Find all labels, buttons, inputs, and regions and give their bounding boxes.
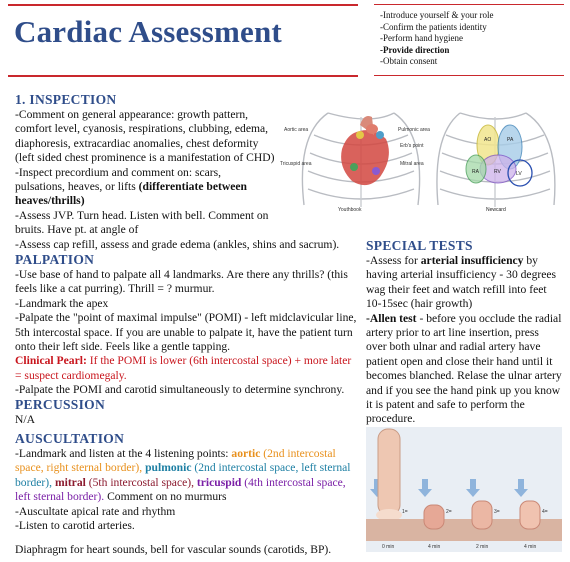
mark-ra: RA bbox=[472, 169, 479, 175]
inspection-emphasis: heaves/thrills) bbox=[15, 194, 85, 208]
percussion-text: N/A bbox=[15, 413, 35, 426]
inspection-line: -Assess JVP. Turn head. Listen with bell. Comment on bbox=[15, 208, 269, 222]
special-tests-line: having arterial insufficiency - 30 degrees bbox=[366, 268, 557, 282]
step-label: 2= bbox=[446, 509, 452, 515]
label-tricuspid-area: Tricuspid area bbox=[280, 161, 312, 167]
allen-test-text: - before you occlude the radial bbox=[416, 311, 562, 325]
aortic-point: aortic bbox=[231, 447, 261, 460]
intro-top-rule bbox=[374, 4, 564, 5]
inspection-line: -Assess cap refill, assess and grade edema (ankles, shins and sacrum). bbox=[15, 237, 340, 251]
aortic-desc: (2nd intercostal bbox=[260, 447, 336, 460]
time-label: 2 min bbox=[476, 544, 489, 550]
palpation-line: onto their left side. Feels like a gentle tapping. bbox=[15, 340, 231, 354]
auscultation-line bbox=[15, 476, 360, 490]
time-label: 0 min bbox=[382, 544, 395, 550]
label-erbs-point: Erb's point bbox=[400, 143, 424, 149]
intro-step: -Obtain consent bbox=[380, 56, 438, 67]
tricuspid-point: tricuspid bbox=[196, 475, 242, 489]
heart-illustration bbox=[341, 116, 389, 185]
mark-pa: PA bbox=[507, 137, 514, 143]
tricuspid-desc: (4th intercostal space, bbox=[241, 475, 346, 489]
percussion-heading: PERCUSSION bbox=[15, 397, 106, 412]
intro-steps bbox=[380, 10, 493, 68]
capillary-refill-figure bbox=[366, 427, 562, 552]
auscultation-comment: Comment on no murmurs bbox=[104, 490, 227, 504]
label-mitral-area: Mitral area bbox=[400, 161, 424, 167]
label-pulmonic-area: Pulmonic area bbox=[398, 127, 430, 133]
inspection-line: diaphoresis, extracardiac anomalies, chest deformity bbox=[15, 136, 259, 150]
auscultation-line bbox=[15, 447, 360, 461]
mark-rv: RV bbox=[494, 169, 501, 175]
palpation-section bbox=[15, 252, 365, 398]
time-label: 4 min bbox=[428, 544, 441, 550]
pulmonic-desc: border), bbox=[15, 475, 53, 489]
step-label: 1= bbox=[402, 509, 408, 515]
mark-lv: LV bbox=[516, 171, 522, 177]
auscultation-line bbox=[15, 490, 360, 504]
special-tests-line: procedure. bbox=[366, 412, 416, 426]
pulmonic-point: pulmonic bbox=[145, 461, 192, 475]
palpation-line: -Landmark the apex bbox=[15, 296, 109, 310]
header-bottom-rule bbox=[8, 75, 358, 77]
auscultation-footer: Diaphragm for heart sounds, bell for vascular sounds (carotids, BP). bbox=[15, 543, 332, 556]
caption-right: Newcard bbox=[486, 207, 506, 213]
mark-ao: AO bbox=[484, 137, 492, 143]
special-tests-heading: SPECIAL TESTS bbox=[366, 238, 473, 253]
step-label: 3= bbox=[494, 509, 500, 515]
palpation-line: -Palpate the POMI and carotid simultaneously to determine synchrony. bbox=[15, 383, 345, 397]
palpation-line: -Palpate the "point of maximal impulse" (POMI) - left midclavicular line, bbox=[15, 311, 357, 325]
special-tests-text: by bbox=[523, 254, 538, 267]
auscultation-line: -Listen to carotid arteries. bbox=[15, 519, 135, 533]
auscultation-line: -Auscultate apical rate and rhythm bbox=[15, 504, 176, 518]
inspection-line: comfort level, cyanosis, respirations, clubbing, edema, bbox=[15, 122, 269, 136]
intro-step: -Introduce yourself & your role bbox=[380, 10, 494, 20]
special-tests-line bbox=[366, 312, 566, 326]
palpation-line: -Use base of hand to palpate all 4 landmarks. Are there any thrills? (this bbox=[15, 268, 348, 281]
auscultation-heading: AUSCULTATION bbox=[15, 431, 125, 446]
special-tests-line: and if you see the hand pink up you know bbox=[366, 383, 561, 397]
intro-bottom-rule bbox=[374, 75, 564, 76]
palpation-line: 5th intercostal space. If you are unable to palpate it, have the patient turn bbox=[15, 325, 353, 339]
auscultation-line bbox=[15, 461, 360, 475]
special-tests-line: over both ulnar and radial artery have bbox=[366, 340, 541, 354]
step-label: 4= bbox=[542, 509, 548, 515]
inspection-line: -Comment on general appearance: growth pattern, bbox=[15, 108, 249, 121]
inspection-heading: 1. INSPECTION bbox=[15, 92, 117, 107]
intro-step: -Provide direction bbox=[380, 44, 450, 55]
inspection-text: pulsations, heaves, or lifts bbox=[15, 180, 139, 194]
palpation-heading: PALPATION bbox=[15, 252, 95, 267]
auscultation-text: -Landmark and listen at the 4 listening points: bbox=[15, 447, 232, 460]
time-label: 4 min bbox=[524, 544, 537, 550]
intro-step: -Perform hand hygiene bbox=[380, 33, 463, 44]
special-tests-line: patient open and close their hand until it bbox=[366, 354, 553, 368]
heart-anatomy-figure bbox=[276, 95, 568, 215]
page-title: Cardiac Assessment bbox=[14, 14, 282, 49]
clinical-pearl-line: = suspect cardiomegaly. bbox=[15, 368, 127, 382]
special-tests-text: -Assess for bbox=[366, 254, 421, 267]
intro-step: -Confirm the patients identity bbox=[380, 21, 487, 32]
inspection-line: (left sided chest prominence is a manifestation of CHD) bbox=[15, 151, 275, 165]
clinical-pearl-label: Clinical Pearl: bbox=[15, 354, 87, 368]
inspection-emphasis: (differentiate between bbox=[138, 180, 247, 194]
valve-areas-diagram bbox=[466, 125, 532, 186]
inspection-line: bruits. Have pt. at angle of bbox=[15, 223, 139, 237]
special-tests-line: 10-15sec (hair growth) bbox=[366, 297, 473, 311]
aortic-desc: space, right sternal border), bbox=[15, 461, 143, 475]
special-tests-line: it is patent and safe to perform the bbox=[366, 398, 525, 412]
special-tests-line bbox=[366, 254, 566, 268]
mitral-point: mitral bbox=[54, 475, 86, 489]
clinical-pearl bbox=[15, 354, 365, 368]
tricuspid-desc: left sternal border). bbox=[15, 490, 105, 504]
pulmonic-desc: (2nd intercostal space, left sternal bbox=[191, 461, 351, 475]
special-tests-section bbox=[366, 238, 566, 427]
percussion-section bbox=[15, 397, 215, 427]
special-tests-line: artery prior to art line insertion, press bbox=[366, 326, 539, 340]
special-tests-line: becomes blanched. Relase the ulnar artery bbox=[366, 369, 562, 383]
caption-left: Youthbook bbox=[338, 207, 362, 213]
auscultation-section bbox=[15, 431, 360, 533]
header-top-rule bbox=[8, 4, 358, 6]
special-tests-emphasis: arterial insufficiency bbox=[420, 254, 524, 267]
special-tests-line: wag their feet and watch refill into feet bbox=[366, 282, 547, 296]
allen-test-label: -Allen test bbox=[366, 311, 417, 325]
label-aortic-area: Aortic area bbox=[284, 127, 309, 133]
inspection-line: -Inspect precordium and comment on: scars, bbox=[15, 165, 222, 179]
palpation-line: feels like a cat purring). Thrill = ? murmur. bbox=[15, 282, 215, 296]
mitral-desc: (5th intercostal space), bbox=[85, 475, 195, 489]
clinical-pearl-text: If the POMI is lower (6th intercostal space) + more later bbox=[86, 354, 352, 368]
